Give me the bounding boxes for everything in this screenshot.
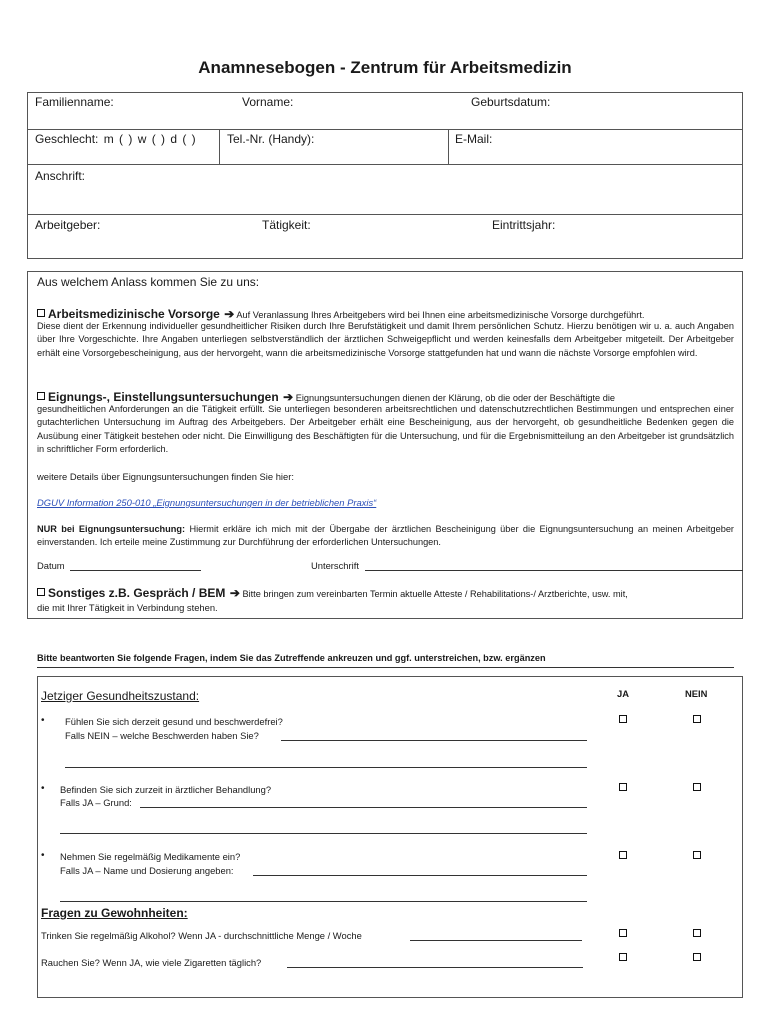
eignung-option[interactable]: Eignungs-, Einstellungsuntersuchungen ➔ Eignungsuntersuchungen dienen der Klärung, ob die oder der Beschäftigte die [37,388,734,406]
question-gesund: Fühlen Sie sich derzeit gesund und beschwerdefrei? [65,716,283,727]
grund-line-2[interactable] [60,833,587,834]
arrow-icon: ➔ [283,390,294,404]
anlass-heading: Aus welchem Anlass kommen Sie zu uns: [37,275,260,289]
familienname-field[interactable]: Familienname: [35,95,114,109]
question-behandlung-sub: Falls JA – Grund: [60,797,132,808]
arbeitgeber-field[interactable]: Arbeitgeber: [35,218,101,232]
alkohol-line[interactable] [410,940,582,941]
alkohol-ja-checkbox[interactable] [619,929,627,937]
question-alkohol: Trinken Sie regelmäßig Alkohol? Wenn JA - durchschnittliche Menge / Woche [41,930,362,941]
instruction-text: Bitte beantworten Sie folgende Fragen, indem Sie das Zutreffende ankreuzen und ggf. unterstreichen, bzw. ergänzen [37,653,546,663]
habits-heading: Fragen zu Gewohnheiten: [41,906,188,920]
q2-nein-checkbox[interactable] [693,783,701,791]
sonstiges-text: die mit Ihrer Tätigkeit in Verbindung stehen. [37,602,218,613]
unterschrift-line[interactable] [365,570,743,571]
medikamente-line-1[interactable] [253,875,587,876]
q1-ja-checkbox[interactable] [619,715,627,723]
vorsorge-checkbox[interactable] [37,309,45,317]
question-gesund-sub: Falls NEIN – welche Beschwerden haben Sie? [65,730,259,741]
dguv-link[interactable]: DGUV Information 250-010 „Eignungsuntersuchungen in der betrieblichen Praxis“ [37,497,377,508]
eignung-text: gesundheitlichen Anforderungen an die Tätigkeit erfüllt. Sie unterliegen besonderen arbeitsrechtlichen und datenschutzrechtlichen Bestimmungen und entsprechen einer gutachterlichen Untersuchung im Auftrag des Arbeitgebers. Der Arbeitgeber erhält eine Bescheinigung, aus der hervorgeht, ob gesundheitliche Bedenken gegen die Ausübung einer Tätigkeit bestehen oder nicht. Die Einwilligung des Beschäftigten für die Untersuchung, und für die Ergebnismitteilung an den Arbeitgeber ist grundsätzlich in schriftlicher Form erforderlich. [37,404,734,455]
rauchen-ja-checkbox[interactable] [619,953,627,961]
q2-ja-checkbox[interactable] [619,783,627,791]
page-title: Anamnesebogen - Zentrum für Arbeitsmedizin [198,58,572,77]
datum-label: Datum [37,560,65,571]
health-heading: Jetziger Gesundheitszustand: [41,689,200,703]
col-nein: NEIN [685,688,708,699]
question-rauchen: Rauchen Sie? Wenn JA, wie viele Zigaretten täglich? [41,957,262,968]
q3-nein-checkbox[interactable] [693,851,701,859]
bullet-icon: • [41,850,45,861]
nur-text: NUR bei Eignungsuntersuchung: Hiermit erkläre ich mich mit der Übergabe der ärztlichen Bescheinigung über die Eignungsuntersuchung an meinen Arbeitgeber einverstanden. Ich erteile meine Zustimmung zur Durchführung der erforderlichen Untersuchungen. [37,524,734,548]
question-medikamente-sub: Falls JA – Name und Dosierung angeben: [60,865,234,876]
question-behandlung: Befinden Sie sich zurzeit in ärztlicher Behandlung? [60,784,272,795]
rauchen-line[interactable] [287,967,583,968]
sonstiges-option[interactable]: Sonstiges z.B. Gespräch / BEM ➔ Bitte bringen zum vereinbarten Termin aktuelle Atteste / Rehabilitations-/ Arztberichte, usw. mit, [37,584,734,602]
eignung-checkbox[interactable] [37,392,45,400]
alkohol-nein-checkbox[interactable] [693,929,701,937]
vorsorge-option[interactable]: Arbeitsmedizinische Vorsorge ➔ Auf Veranlassung Ihres Arbeitgebers wird bei Ihnen eine arbeitsmedizinische Vorsorge durchgeführt. [37,305,734,323]
telefon-field[interactable]: Tel.-Nr. (Handy): [227,132,315,146]
eintrittsjahr-field[interactable]: Eintrittsjahr: [492,218,556,232]
sonstiges-checkbox[interactable] [37,588,45,596]
q3-ja-checkbox[interactable] [619,851,627,859]
bullet-icon: • [41,783,45,794]
col-ja: JA [617,688,629,699]
datum-line[interactable] [70,570,201,571]
email-field[interactable]: E-Mail: [455,132,493,146]
beschwerden-line-2[interactable] [65,767,587,768]
grund-line-1[interactable] [140,807,587,808]
question-medikamente: Nehmen Sie regelmäßig Medikamente ein? [60,851,241,862]
personal-data-box [27,92,743,259]
arrow-icon: ➔ [224,307,235,321]
taetigkeit-field[interactable]: Tätigkeit: [262,218,311,232]
rauchen-nein-checkbox[interactable] [693,953,701,961]
details-text: weitere Details über Eignungsuntersuchungen finden Sie hier: [37,471,294,482]
arrow-icon: ➔ [229,586,240,600]
q1-nein-checkbox[interactable] [693,715,701,723]
vorname-field[interactable]: Vorname: [242,95,294,109]
geburtsdatum-field[interactable]: Geburtsdatum: [471,95,551,109]
medikamente-line-2[interactable] [60,901,587,902]
bullet-icon: • [41,715,45,726]
unterschrift-label: Unterschrift [311,560,359,571]
anschrift-field[interactable]: Anschrift: [35,169,86,183]
vorsorge-text: Diese dient der Erkennung individueller gesundheitlicher Risiken durch Ihre Berufstätigkeit und damit Ihrem persönlichen Schutz. Hierzu benötigen wir u. a. auch Angaben über Ihre Vorgeschichte. Ihre Angaben unterliegen selbstverständlich der ärztlichen Schweigepflicht und werden keinesfalls dem Arbeitgeber mitgeteilt. Der Arbeitgeber erhält eine Vorsorgebescheinigung, aus der hervorgeht, wann die arbeitsmedizinische Vorsorge stattgefunden hat und wann die nächste Vorsorge empfohlen wird. [37,321,734,358]
geschlecht-field[interactable]: Geschlecht: m ( ) w ( ) d ( ) [35,132,196,146]
beschwerden-line-1[interactable] [281,740,587,741]
